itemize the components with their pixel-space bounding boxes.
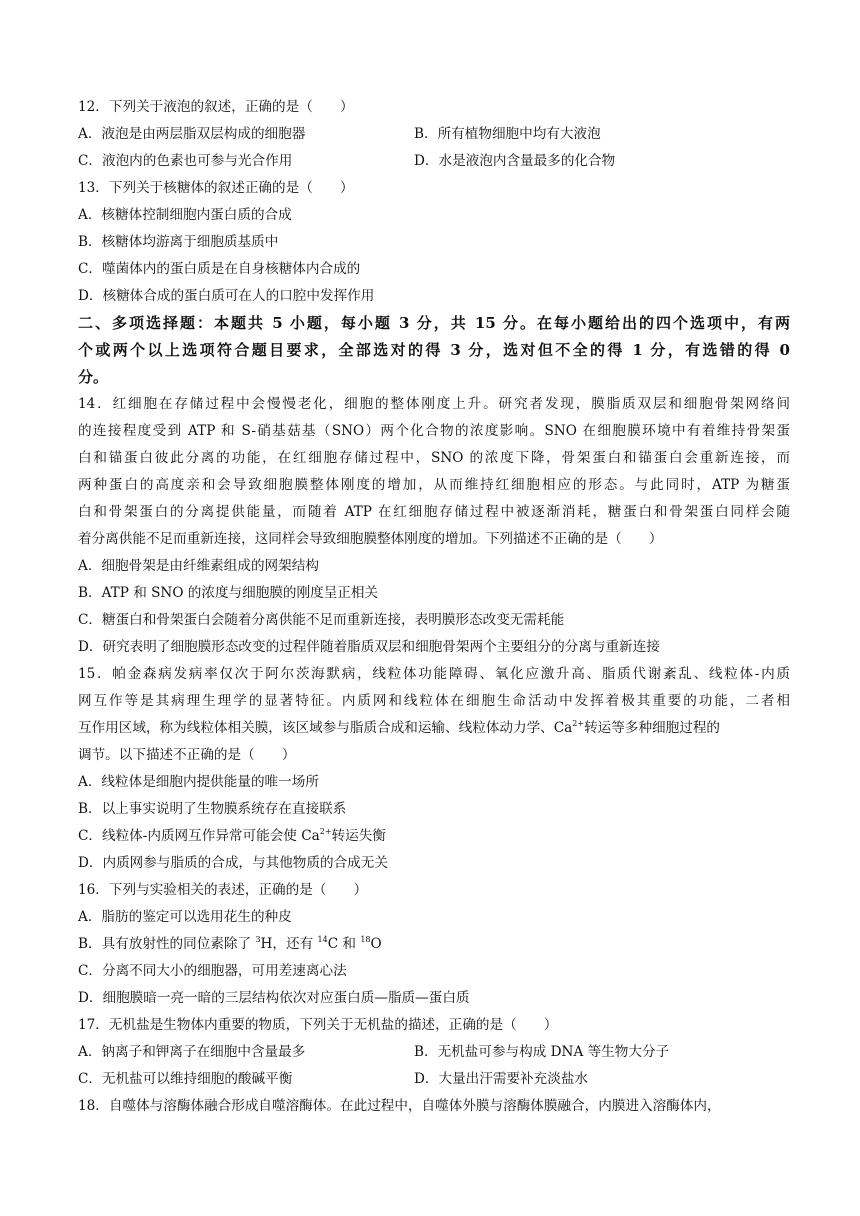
q12-option-b: B．所有植物细胞中均有大液泡 <box>414 126 601 142</box>
q16-option-b-text: H，还有 <box>260 936 318 952</box>
q16-stem: 16．下列与实验相关的表述，正确的是（ ） <box>78 882 368 898</box>
q17-option-c: C．无机盐可以维持细胞的酸碱平衡 <box>78 1071 293 1087</box>
section2-heading-line2: 个或两个以上选项符合题目要求，全部选对的得 3 分，选对但不全的得 1 分，有选错的得 0 <box>78 341 790 359</box>
q15-line3-text-end: 转运等多种细胞过程的 <box>584 720 721 736</box>
q12-option-a: A．液泡是由两层脂双层构成的细胞器 <box>78 126 306 142</box>
exam-page <box>78 94 790 1120</box>
q17-stem: 17．无机盐是生物体内重要的物质，下列关于无机盐的描述，正确的是（ ） <box>78 1017 558 1033</box>
q17-options-row2 <box>78 1066 790 1093</box>
calcium-charge-superscript: 2+ <box>319 827 332 836</box>
q13-stem: 13．下列关于核糖体的叙述正确的是（ ） <box>78 180 354 196</box>
q15-stem-line3 <box>78 715 790 742</box>
q14-option-a: A．细胞骨架是由纤维素组成的网架结构 <box>78 558 319 574</box>
q14-option-d: D．研究表明了细胞膜形态改变的过程伴随着脂质双层和细胞骨架两个主要组分的分离与重新连接 <box>78 639 660 655</box>
q16-option-a: A．脂肪的鉴定可以选用花生的种皮 <box>78 909 292 925</box>
q17-option-d: D．大量出汗需要补充淡盐水 <box>414 1071 589 1087</box>
q12-option-c: C．液泡内的色素也可参与光合作用 <box>78 153 293 169</box>
q14-stem-line4: 两种蛋白的高度亲和会导致细胞膜整体刚度的增加，从而维持红细胞相应的形态。与此同时，ATP 为糖蛋 <box>78 477 790 493</box>
q15-stem-line4: 调节。以下描述不正确的是（ ） <box>78 747 296 763</box>
section2-heading-line3: 分。 <box>78 368 109 386</box>
q17-options-row1 <box>78 1039 790 1066</box>
q14-stem-line1: 14．红细胞在存储过程中会慢慢老化，细胞的整体刚度上升。研究者发现，膜脂质双层和细胞骨架网络间 <box>78 396 790 412</box>
q16-option-b-text: O <box>370 936 382 952</box>
q12-stem: 12．下列关于液泡的叙述，正确的是（ ） <box>78 99 354 115</box>
q13-option-d: D．核糖体合成的蛋白质可在人的口腔中发挥作用 <box>78 288 375 304</box>
q15-option-d: D．内质网参与脂质的合成，与其他物质的合成无关 <box>78 855 388 871</box>
q12-options-row1 <box>78 121 790 148</box>
q15-option-c <box>78 823 790 850</box>
q14-stem-line6: 着分离供能不足而重新连接，这同样会导致细胞膜整体刚度的增加。下列描述不正确的是（ ） <box>78 531 663 547</box>
q13-option-c: C．噬菌体内的蛋白质是在自身核糖体内合成的 <box>78 261 361 277</box>
q18-stem-line1: 18．自噬体与溶酶体融合形成自噬溶酶体。在此过程中，自噬体外膜与溶酶体膜融合，内膜进入溶酶体内， <box>78 1098 721 1114</box>
q14-stem-line2: 的连接程度受到 ATP 和 S-硝基菇基（SNO）两个化合物的浓度影响。SNO 在细胞膜环境中有着维持骨架蛋 <box>78 423 790 439</box>
q14-stem-line3: 白和锚蛋白彼此分离的功能，在红细胞存储过程中，SNO 的浓度下降，骨架蛋白和锚蛋白会重新连接，而 <box>78 450 790 466</box>
q13-option-b: B．核糖体均游离于细胞质基质中 <box>78 234 279 250</box>
isotope-mass-superscript: 18 <box>360 935 371 944</box>
q16-option-b <box>78 931 790 958</box>
q14-option-c: C．糖蛋白和骨架蛋白会随着分离供能不足而重新连接，表明膜形态改变无需耗能 <box>78 612 565 628</box>
q17-option-a: A．钠离子和钾离子在细胞中含量最多 <box>78 1044 306 1060</box>
q14-option-b: B．ATP 和 SNO 的浓度与细胞膜的刚度呈正相关 <box>78 585 379 601</box>
q15-option-b: B．以上事实说明了生物膜系统存在直接联系 <box>78 801 347 817</box>
q12-option-d: D．水是液泡内含量最多的化合物 <box>414 153 616 169</box>
isotope-mass-superscript: 3 <box>255 935 261 944</box>
q12-options-row2 <box>78 148 790 175</box>
q15-stem-line2: 网互作等是其病理生理学的显著特征。内质网和线粒体在细胞生命活动中发挥着极其重要的功能，二者相 <box>78 693 790 709</box>
q16-option-d: D．细胞膜暗一亮一暗的三层结构依次对应蛋白质—脂质—蛋白质 <box>78 990 470 1006</box>
q14-stem-line5: 白和骨架蛋白的分离提供能量，而随着 ATP 在红细胞存储过程中被逐渐消耗，糖蛋白和骨架蛋白同样会随 <box>78 504 790 520</box>
q15-line3-text: 互作用区域，称为线粒体相关膜，该区域参与脂质合成和运输、线粒体动力学、Ca <box>78 720 573 736</box>
q17-option-b: B．无机盐可参与构成 DNA 等生物大分子 <box>414 1044 670 1060</box>
q16-option-b-text: B．具有放射性的同位素除了 <box>78 936 256 952</box>
q15-option-c-text-end: 转运失衡 <box>331 828 386 844</box>
calcium-charge-superscript: 2+ <box>572 719 585 728</box>
section2-heading-line1: 二、多项选择题：本题共 5 小题，每小题 3 分，共 15 分。在每小题给出的四个选项中，有两 <box>78 314 790 332</box>
q16-option-c: C．分离不同大小的细胞器，可用差速离心法 <box>78 963 347 979</box>
q13-option-a: A．核糖体控制细胞内蛋白质的合成 <box>78 207 292 223</box>
q15-option-c-text: C．线粒体-内质网互作异常可能会使 Ca <box>78 828 320 844</box>
q15-option-a: A．线粒体是细胞内提供能量的唯一场所 <box>78 774 319 790</box>
q15-stem-line1: 15．帕金森病发病率仅次于阿尔茨海默病，线粒体功能障碍、氧化应激升高、脂质代谢紊乱、线粒体-内质 <box>78 666 790 682</box>
isotope-mass-superscript: 14 <box>317 935 328 944</box>
q16-option-b-text: C 和 <box>327 936 361 952</box>
